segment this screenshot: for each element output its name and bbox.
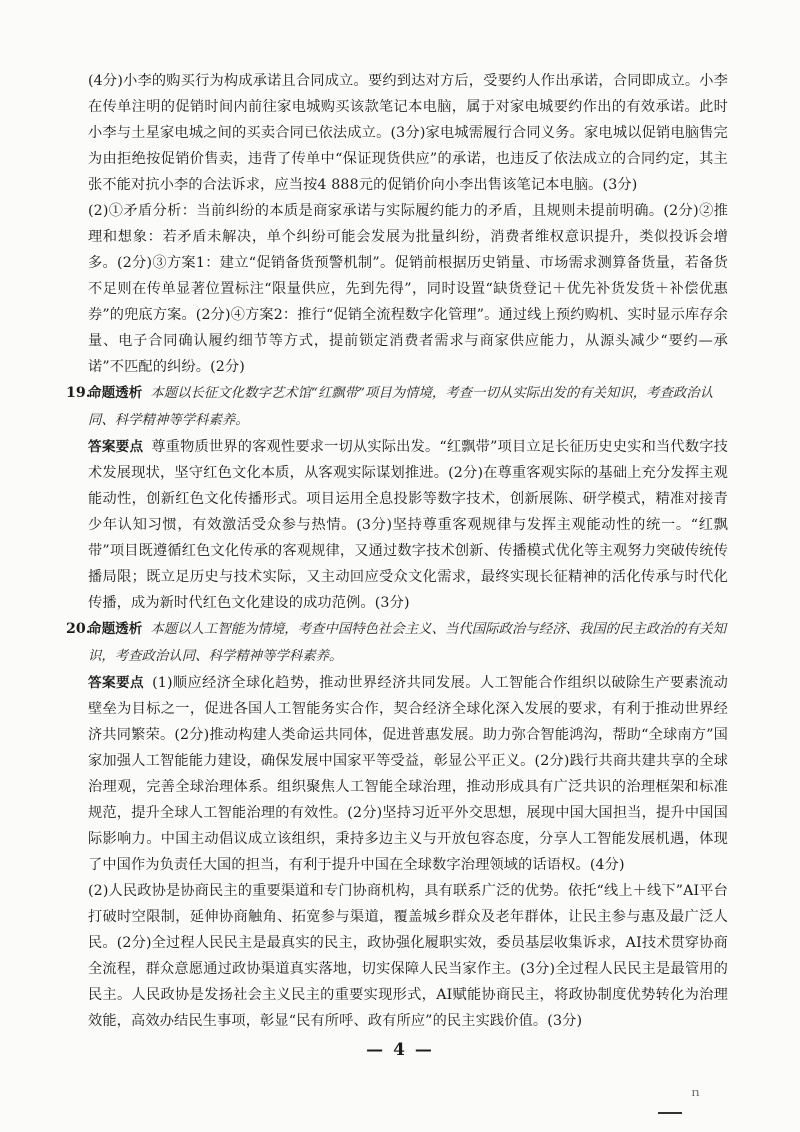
question-20-intro-row <box>66 616 728 670</box>
answer-label: 答案要点 <box>88 439 144 455</box>
page-number: — 4 — <box>366 1040 434 1060</box>
answer-paragraph-part2: (2)①矛盾分析：当前纠纷的本质是商家承诺与实际履约能力的矛盾，且规则未提前明确。(2分)②推理和想象：若矛盾未解决，单个纠纷可能会发展为批量纠纷，消费者维权意识提升，类似投诉会增多。(2分)③方案1：建立“促销备货预警机制”。促销前根据历史销量、市场需求测算备货量，若备货不足则在传单显著位置标注“限量供应，先到先得”，同时设置“缺货登记＋优先补货发货＋补偿优惠券”的兜底方案。(2分)④方案2：推行“促销全流程数字化管理”。通过线上预约购机、实时显示库存余量、电子合同确认履约细节等方式，提前锁定消费者需求与商家供应能力，从源头减少“要约—承诺”不匹配的纠纷。(2分) <box>88 203 728 375</box>
document-page <box>66 68 729 1034</box>
question-number: 20. <box>66 621 91 637</box>
question-intro: 本题以人工智能为情境，考查中国特色社会主义、当代国际政治与经济、我国的民主政治的有关知识，考查政治认同、科学精神等学科素养。 <box>88 622 727 664</box>
answer-label: 答案要点 <box>88 675 145 691</box>
answer-paragraph-part1: (4分)小李的购买行为构成承诺且合同成立。要约到达对方后，受要约人作出承诺，合同即成立。小李在传单注明的促销时间内前往家电城购买该款笔记本电脑，属于对家电城要约作出的有效承诺。此时小李与土星家电城之间的买卖合同已依法成立。(3分)家电城需履行合同义务。家电城以促销电脑售完为由拒绝按促销价售卖，违背了传单中“保证现货供应”的承诺，也违反了依法成立的合同约定，其主张不能对抗小李的合法诉求，应当按4 888元的促销价向小李出售该笔记本电脑。(3分) <box>88 73 728 193</box>
question-number: 19. <box>66 385 91 401</box>
corner-mark: ｎ <box>690 1086 701 1099</box>
corner-divider <box>658 1112 682 1114</box>
answer-part2: (2)人民政协是协商民主的重要渠道和专门协商机构，具有联系广泛的优势。依托“线上＋线下”AI平台打破时空限制，延伸协商触角、拓宽参与渠道，覆盖城乡群众及老年群体，让民主参与惠及最广泛人民。(2分)全过程人民民主是最真实的民主，政协强化履职实效，委员基层收集诉求，AI技术贯穿协商全流程，群众意愿通过政协渠道真实落地，切实保障人民当家作主。(3分)全过程人民民主是最管用的民主。人民政协是发扬社会主义民主的重要实现形式，AI赋能协商民主，将政协制度优势转化为治理效能，高效办结民生事项，彰显“民有所呼、政有所应”的民主实践价值。(3分) <box>88 883 728 1029</box>
intro-label: 命题透析 <box>88 385 143 401</box>
answer-text: (1)顺应经济全球化趋势，推动世界经济共同发展。人工智能合作组织以破除生产要素流动壁垒为目标之一，促进各国人工智能务实合作，契合经济全球化深入发展的要求，有利于推动世界经济共同繁荣。(2分)推动构建人类命运共同体，促进普惠发展。助力弥合智能鸿沟，帮助“全球南方”国家加强人工智能能力建设，确保发展中国家平等受益，彰显公平正义。(2分)践行共商共建共享的全球治理观，完善全球治理体系。组织聚焦人工智能全球治理，推动形成具有广泛共识的治理框架和标准规范，提升全球人工智能治理的有效性。(2分)坚持习近平外交思想，展现中国大国担当，提升中国国际影响力。中国主动倡议成立该组织，秉持多边主义与开放包容态度，分享人工智能发展机遇，体现了中国作为负责任大国的担当，有利于提升中国在全球数字治理领域的话语权。(4分) <box>88 675 729 873</box>
answer-block <box>88 434 728 616</box>
intro-label: 命题透析 <box>88 621 143 637</box>
question-19 <box>66 380 728 616</box>
answer-text: 尊重物质世界的客观性要求一切从实际出发。“红飘带”项目立足长征历史史实和当代数字技术发展现状，坚守红色文化本质，从客观实际谋划推进。(2分)在尊重客观实际的基础上充分发挥主观能动性，创新红色文化传播形式。项目运用全息投影等数字技术，创新展陈、研学模式，精准对接青少年认知习惯，有效激活受众参与热情。(3分)坚持尊重客观规律与发挥主观能动性的统一。“红飘带”项目既遵循红色文化传承的客观规律，又通过数字技术创新、传播模式优化等主观努力突破传统传播局限；既立足历史与技术实际，又主动回应受众文化需求，最终实现长征精神的活化传承与时代化传播，成为新时代红色文化建设的成功范例。(3分) <box>88 439 728 611</box>
question-intro: 本题以长征文化数字艺术馆“红飘带”项目为情境，考查一切从实际出发的有关知识，考查政治认同、科学精神等学科素养。 <box>88 386 714 428</box>
question-19-intro-row <box>66 380 728 434</box>
answer-block <box>88 670 728 878</box>
question-20 <box>66 616 729 1034</box>
